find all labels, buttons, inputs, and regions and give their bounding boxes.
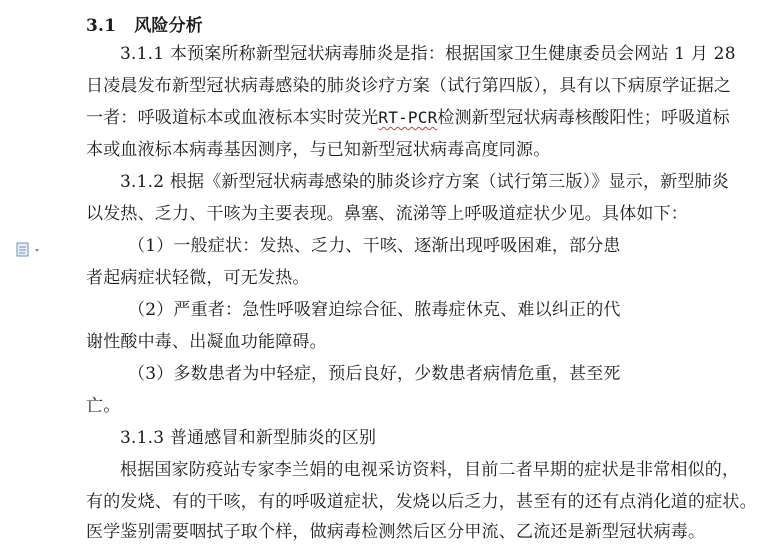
list-item-continued: 亡。 [86, 396, 121, 416]
paragraph-line: 3.1.1 本预案所称新型冠状病毒肺炎是指：根据国家卫生健康委员会网站 1 月 28 [120, 44, 736, 64]
paragraph-line: 有的发烧、有的干咳，有的呼吸道症状，发烧以后乏力，甚至有的还有点消化道的症状。 [86, 492, 757, 512]
paragraph-line: 以发热、乏力、干咳为主要表现。鼻塞、流涕等上呼吸道症状少见。具体如下： [86, 204, 688, 224]
paragraph-line: 医学鉴别需要咽拭子取个样，做病毒检测然后区分甲流、乙流还是新型冠状病毒。 [86, 522, 706, 542]
spellcheck-marked-term[interactable]: RT-PCR [378, 108, 438, 127]
document-options-icon[interactable] [16, 242, 46, 258]
paragraph-text: 一者：呼吸道标本或血液标本实时荧光 [86, 108, 379, 128]
section-heading [86, 15, 203, 37]
paragraph-line: 日凌晨发布新型冠状病毒感染的肺炎诊疗方案（试行第四版），具有以下病原学证据之 [86, 76, 732, 96]
list-item: （3）多数患者为中轻症，预后良好，少数患者病情危重，甚至死 [128, 364, 621, 384]
paragraph-text: 检测新型冠状病毒核酸阳性；呼吸道标 [437, 108, 730, 128]
subsection-heading: 3.1.3 普通感冒和新型肺炎的区别 [120, 428, 377, 448]
list-item: （1）一般症状：发热、乏力、干咳、逐渐出现呼吸困难，部分患 [128, 236, 621, 256]
section-title: 风险分析 [134, 16, 203, 36]
list-item-continued: 谢性酸中毒、出凝血功能障碍。 [86, 332, 327, 352]
list-item-continued: 者起病症状轻微，可无发热。 [86, 268, 310, 288]
section-number: 3.1 [86, 16, 117, 36]
paragraph-line [86, 107, 730, 129]
paragraph-line: 本或血液标本病毒基因测序，与已知新型冠状病毒高度同源。 [86, 140, 551, 160]
paragraph-line: 根据国家防疫站专家李兰娟的电视采访资料，目前二者早期的症状是非常相似的， [120, 460, 740, 480]
list-item: （2）严重者：急性呼吸窘迫综合征、脓毒症休克、难以纠正的代 [128, 300, 621, 320]
paragraph-line: 3.1.2 根据《新型冠状病毒感染的肺炎诊疗方案（试行第三版）》显示，新型肺炎 [120, 172, 729, 192]
